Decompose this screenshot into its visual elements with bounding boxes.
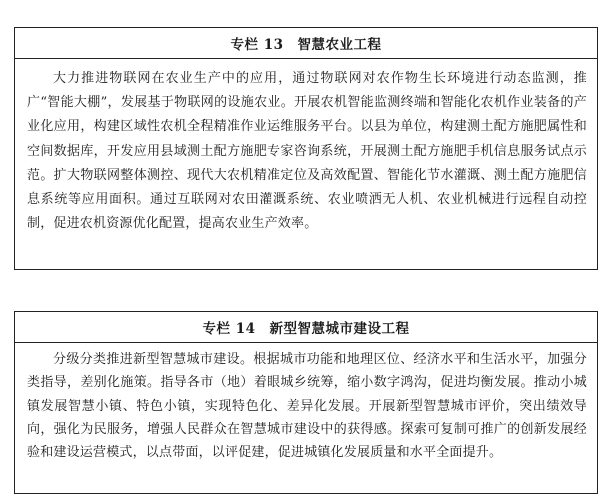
- column-number: 专栏 13: [230, 37, 284, 53]
- column-body-text: 分级分类推进新型智慧城市建设。根据城市功能和地理区位、经济水平和生活水平，加强分类指导，差别化施策。指导各市（地）着眼城乡统筹，缩小数字鸿沟，促进均衡发展。推动小城镇发展智慧小镇、特色小镇，实现特色化、差异化发展。开展新型智慧城市评价，突出绩效导向，强化为民服务，增强人民群众在智慧城市建设中的获得感。探索可复制可推广的创新发展经验和建设运营模式，以点带面，以评促建，促进城镇化发展质量和水平全面提升。: [27, 352, 587, 461]
- column-title: 智慧农业工程: [297, 37, 382, 53]
- column-number: 专栏 14: [202, 321, 256, 337]
- column-header: [15, 312, 597, 343]
- column-box-14: [14, 311, 598, 494]
- column-box-13: [14, 27, 598, 270]
- column-header: [15, 28, 597, 59]
- column-title: 新型智慧城市建设工程: [269, 321, 410, 337]
- column-body-text: 大力推进物联网在农业生产中的应用，通过物联网对农作物生长环境进行动态监测，推广“智能大棚”，发展基于物联网的设施农业。开展农机智能监测终端和智能化农机作业装备的产业化应用，构建区域性农机全程精准作业运维服务平台。以县为单位，构建测土配方施肥属性和空间数据库，开发应用县域测土配方施肥专家咨询系统，开展测土配方施肥手机信息服务试点示范。扩大物联网整体测控、现代大农机精准定位及高效配置、智能化节水灌溉、测土配方施肥信息系统等应用面积。通过互联网对农田灌溉系统、农业喷洒无人机、农业机械进行远程自动控制，促进农机资源优化配置，提高农业生产效率。: [27, 71, 587, 232]
